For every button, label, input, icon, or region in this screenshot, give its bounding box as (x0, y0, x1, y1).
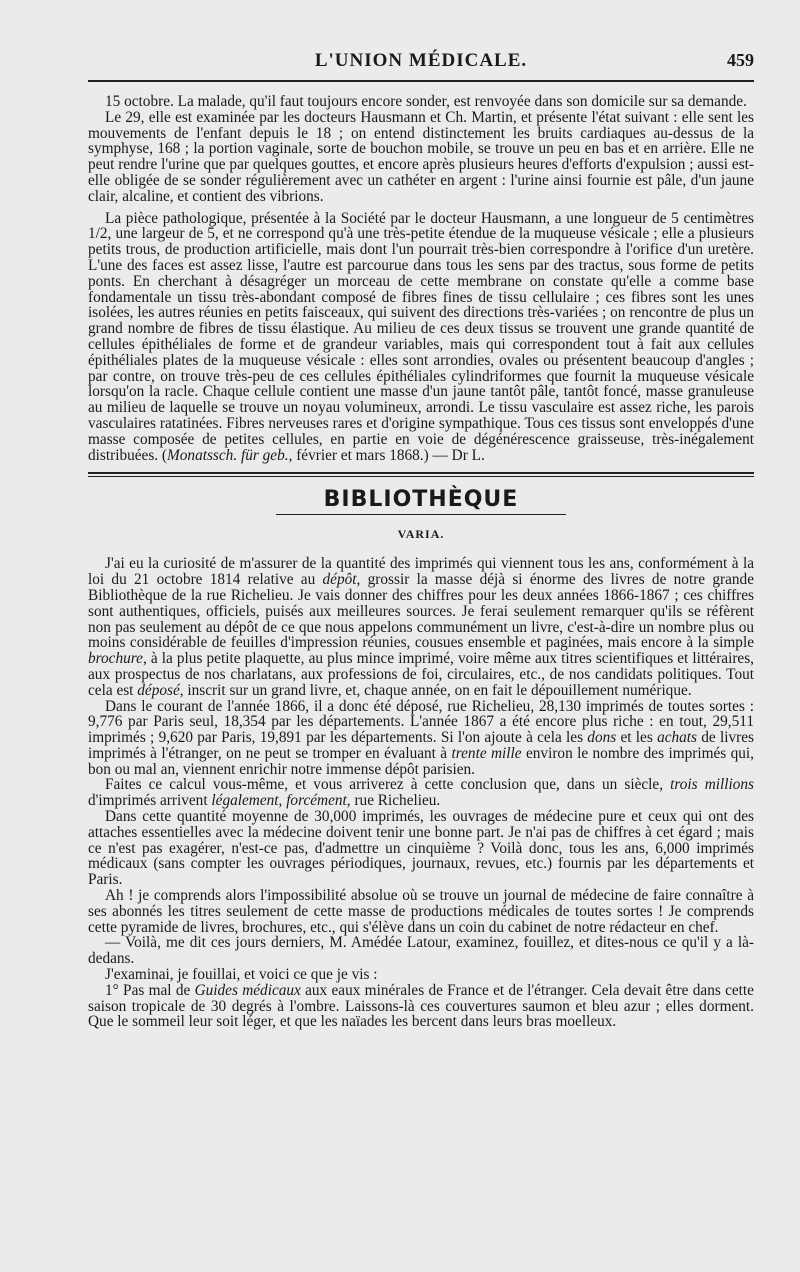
section-underline (276, 514, 566, 515)
section-divider (88, 472, 754, 477)
italic-run: achats (657, 729, 698, 747)
italic-run: légalement (211, 792, 279, 810)
italic-run: déposé (137, 681, 180, 699)
page-body (88, 94, 754, 1030)
page-number: 459 (727, 50, 754, 70)
text-run: Faites ce calcul vous-même, et vous arriverez à cette conclusion que, dans un siècle, (105, 776, 671, 794)
text-run: 1° Pas mal de (105, 981, 195, 999)
italic-run: dépôt (322, 571, 357, 589)
case-paragraph-3-end: , février et mars 1868.) — Dr L. (288, 446, 485, 464)
italic-run: Guides médicaux (194, 981, 301, 999)
journal-title: L'UNION MÉDICALE. (314, 50, 528, 71)
text-run: Dans le courant de l'année 1866, il a donc été déposé, rue Richelieu, 28,130 imprimés de toutes sortes : 9,776 par Paris seul, 18,354 par les départements. L'année 1867 a été encore plus riche : en tout, 29,511 imprimés ; 9,620 par Paris, 19,891 par les départements. Si l'on ajoute à cela les (88, 697, 754, 747)
text-run: aux eaux minérales de France et de l'étranger. Cela devait être dans cette saison tropicale de 30 degrés à l'ombre. Laissons-là ces couvertures saumon et bleu azur ; elles dorment. Que le sommeil leur soit léger, et que les naïades les bercent dans leurs bras moelleux. (88, 981, 754, 1031)
varia-paragraph-4: Dans cette quantité moyenne de 30,000 imprimés, les ouvrages de médecine pure et ceux qui ont des attaches essentielles avec la médecine doivent tenir une bonne part. Je n'ai pas de chiffres à cet égard ; mais ce n'est pas exagérer, n'est-ce pas, d'admettre un cinquième ? Voilà donc, tous les ans, 6,000 imprimés médicaux (sans compter les ouvrages périodiques, journaux, revues, etc.) fournis par les départements et Paris. (88, 808, 754, 889)
varia-paragraph-6: — Voilà, me dit ces jours derniers, M. Amédée Latour, examinez, fouillez, et dites-nous ce qu'il y a là-dedans. (88, 934, 754, 968)
case-paragraph-3 (88, 211, 754, 464)
section-title: BIBLIOTHÈQUE (323, 487, 519, 513)
text-run: , rue Richelieu. (346, 792, 441, 810)
text-run: , à la plus petite plaquette, au plus mince imprimé, voire même aux titres scientifiques et littéraires, aux prospectus de nos charlatans, aux professions de foi, circulaires, etc., de nos candidats politiques. Tout cela est (88, 650, 754, 699)
header-rule (88, 80, 754, 82)
varia-paragraph-1 (88, 556, 754, 698)
varia-paragraph-8 (88, 983, 754, 1030)
italic-run: trente mille (451, 744, 522, 762)
subsection-title: VARIA. (397, 527, 445, 542)
case-paragraph-2: Le 29, elle est examinée par les docteurs Hausmann et Ch. Martin, et présente l'état suivant : elle sent les mouvements de l'enfant depuis le 18 ; on entend distinctement les bruits cardiaques au-dessus de la symphyse, 168 ; la portion vaginale, sorte de bouchon mobile, se trouve un peu en bas et en arrière. Elle ne peut rendre l'urine que par quelques gouttes, et encore après plusieurs heures d'efforts d'expulsion ; aussi est-elle obligée de se sonder régulièrement avec un cathéter en argent : l'urine ainsi fournie est pâle, d'un jaune clair, alcaline, et contient des vibrions. (88, 108, 754, 205)
running-header (88, 50, 754, 76)
text-run: d'imprimés arrivent (88, 792, 212, 810)
italic-run: dons (587, 729, 617, 747)
varia-paragraph-3 (88, 777, 754, 809)
italic-run: trois millions (670, 776, 755, 794)
text-run: de livres imprimés à l'étranger, on ne peut se tromper en évaluant à (88, 729, 754, 762)
varia-paragraph-7: J'examinai, je fouillai, et voici ce que je vis : (105, 966, 378, 984)
varia-paragraph-2 (88, 699, 754, 778)
text-run: , inscrit sur un grand livre, et, chaque année, on en fait le dépouillement numérique. (179, 681, 692, 699)
source-journal: Monatssch. für geb. (167, 446, 289, 464)
italic-run: brochure (88, 650, 143, 668)
text-run: J'ai eu la curiosité de m'assurer de la quantité des imprimés qui viennent tous les ans, conformément à la loi du 21 octobre 1814 relative au (88, 555, 754, 589)
text-run: et les (616, 729, 658, 747)
text-run: , (278, 792, 287, 810)
text-run: , grossir la masse déjà si énorme des livres de notre grande Bibliothèque de la rue Richelieu. Je vais donner des chiffres pour les deux années 1866-1867 ; ces chiffres sont authentiques, officiels, puisés aux meilleures sources. Je ferai seulement remarquer qu'ils se réfèrent non pas seulement au dépôt de ce que nous appelons communément un livre, c'est-à-dire un nombre plus ou moins considérable de feuilles d'impression réunies, cousues ensemble et paginées, mais encore à la simple (88, 571, 754, 652)
italic-run: forcément (286, 792, 347, 810)
text-run: environ le nombre des imprimés qui, bon ou mal an, viennent enrichir notre immense dépôt parisien. (88, 744, 754, 778)
case-paragraph-3-text: La pièce pathologique, présentée à la Société par le docteur Hausmann, a une longueur de 5 centimètres 1/2, une largeur de 5, et ne correspond qu'à une très-petite étendue de la muqueuse vésicale ; elle a plusieurs petits trous, de production artificielle, mais dont l'un pourrait très-bien correspondre à l'orifice d'un uretère. L'une des faces est assez lisse, l'autre est parcourue dans tous les sens par des tractus, sous forme de petits ponts. En cherchant à désagréger un morceau de cette membrane on constate qu'elle a comme base fondamentale un tissu très-abondant composé de fibres fines de tissu cellulaire ; ces fibres sont les unes isolées, les autres réunies en petits faisceaux, qui suivent des directions très-variées ; on rencontre de plus un grand nombre de fibres de tissu élastique. Au milieu de ces deux tissus se trouvent une grande quantité de cellules épithéliales de forme et de grandeur variables, mais qui correspondent tout à fait aux cellules épithéliales plates de la muqueuse vésicale : elles sont arrondies, ovales ou présentent beaucoup d'angles ; par contre, on trouve très-peu de ces cellules épithéliales cylindriformes que fournit la muqueuse vésicale lorsqu'on la racle. Chaque cellule contient une masse d'un jaune tantôt pâle, tantôt foncé, masse granuleuse au milieu de laquelle se trouve un noyau volumineux, arrondi. Le tissu vasculaire est assez riche, les parois vasculaires ratatinées. Fibres nerveuses rares et d'origine sympathique. Tous ces tissus sont enveloppés d'une masse composée de petites cellules, en partie en voie de dégénérescence graisseuse, très-inégalement distribuées. ( (88, 209, 754, 464)
case-paragraph-1: 15 octobre. La malade, qu'il faut toujours encore sonder, est renvoyée dans son domicile sur sa demande. (105, 93, 747, 110)
varia-paragraph-5: Ah ! je comprends alors l'impossibilité absolue où se trouve un journal de médecine de faire connaître à ses abonnés les titres seulement de cette masse de productions médicales de toutes sortes ! Je comprends cette pyramide de livres, brochures, etc., qui s'élève dans un coin du cabinet de notre rédacteur en chef. (88, 887, 754, 936)
